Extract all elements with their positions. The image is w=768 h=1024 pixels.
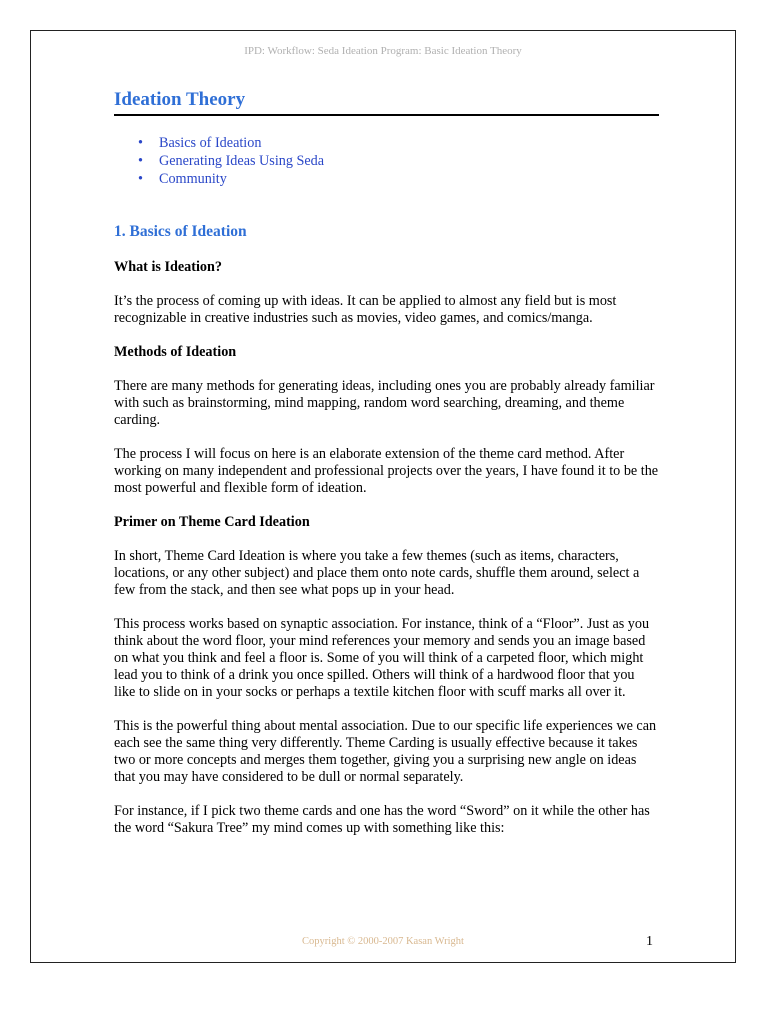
paragraph-what-is-ideation: It’s the process of coming up with ideas. It can be applied to almost any field but is most recognizable in creative industries such as movies, video games, and comics/manga. bbox=[114, 293, 617, 326]
toc-link-generating[interactable]: Generating Ideas Using Seda bbox=[159, 153, 325, 169]
page-number: 1 bbox=[646, 934, 653, 949]
toc-link-community[interactable]: Community bbox=[159, 171, 227, 187]
table-of-contents bbox=[114, 134, 659, 188]
bullet-icon: • bbox=[138, 135, 143, 151]
paragraph-methods-2: The process I will focus on here is an elaborate extension of the theme card method. After working on many independent and professional projects over the years, I have found it to be the most powerful and flexible form of ideation. bbox=[114, 446, 659, 496]
subheading-what-is-ideation: What is Ideation? bbox=[114, 259, 222, 275]
page-title: Ideation Theory bbox=[114, 89, 659, 116]
page-content bbox=[114, 89, 659, 837]
document-page bbox=[30, 30, 736, 963]
subheading-primer: Primer on Theme Card Ideation bbox=[114, 514, 310, 530]
toc-item-community[interactable] bbox=[138, 170, 659, 188]
section-heading-basics: 1. Basics of Ideation bbox=[114, 223, 247, 240]
paragraph-methods-1: There are many methods for generating ideas, including ones you are probably already familiar with such as brainstorming, mind mapping, random word searching, dreaming, and theme carding. bbox=[114, 378, 655, 428]
copyright-footer: Copyright © 2000-2007 Kasan Wright bbox=[302, 936, 464, 947]
bullet-icon: • bbox=[138, 153, 143, 169]
toc-item-generating[interactable] bbox=[138, 152, 659, 170]
paragraph-primer-3: This is the powerful thing about mental association. Due to our specific life experiences we can each see the same thing very differently. Theme Carding is usually effective because it takes two or more concepts and merges them together, giving you a surprising new angle on ideas that you may have considered to be dull or normal separately. bbox=[114, 718, 657, 785]
running-header: IPD: Workflow: Seda Ideation Program: Basic Ideation Theory bbox=[244, 45, 522, 57]
bullet-icon: • bbox=[138, 171, 143, 187]
toc-link-basics[interactable]: Basics of Ideation bbox=[159, 135, 262, 151]
paragraph-primer-4: For instance, if I pick two theme cards and one has the word “Sword” on it while the other has the word “Sakura Tree” my mind comes up with something like this: bbox=[114, 803, 650, 836]
toc-item-basics[interactable] bbox=[138, 134, 659, 152]
paragraph-primer-1: In short, Theme Card Ideation is where you take a few themes (such as items, characters, locations, or any other subject) and place them onto note cards, shuffle them around, select a few from the stack, and then see what pops up in your head. bbox=[114, 548, 640, 598]
subheading-methods: Methods of Ideation bbox=[114, 344, 237, 360]
paragraph-primer-2: This process works based on synaptic association. For instance, think of a “Floor”. Just as you think about the word floor, your mind references your memory and sends you an image based on what you think and feel a floor is. Some of you will think of a carpeted floor, which might lead you to think of a drink you once spilled. Others will think of a hardwood floor that you like to slide on in your socks or perhaps a textile kitchen floor with scuff marks all over it. bbox=[114, 616, 650, 700]
